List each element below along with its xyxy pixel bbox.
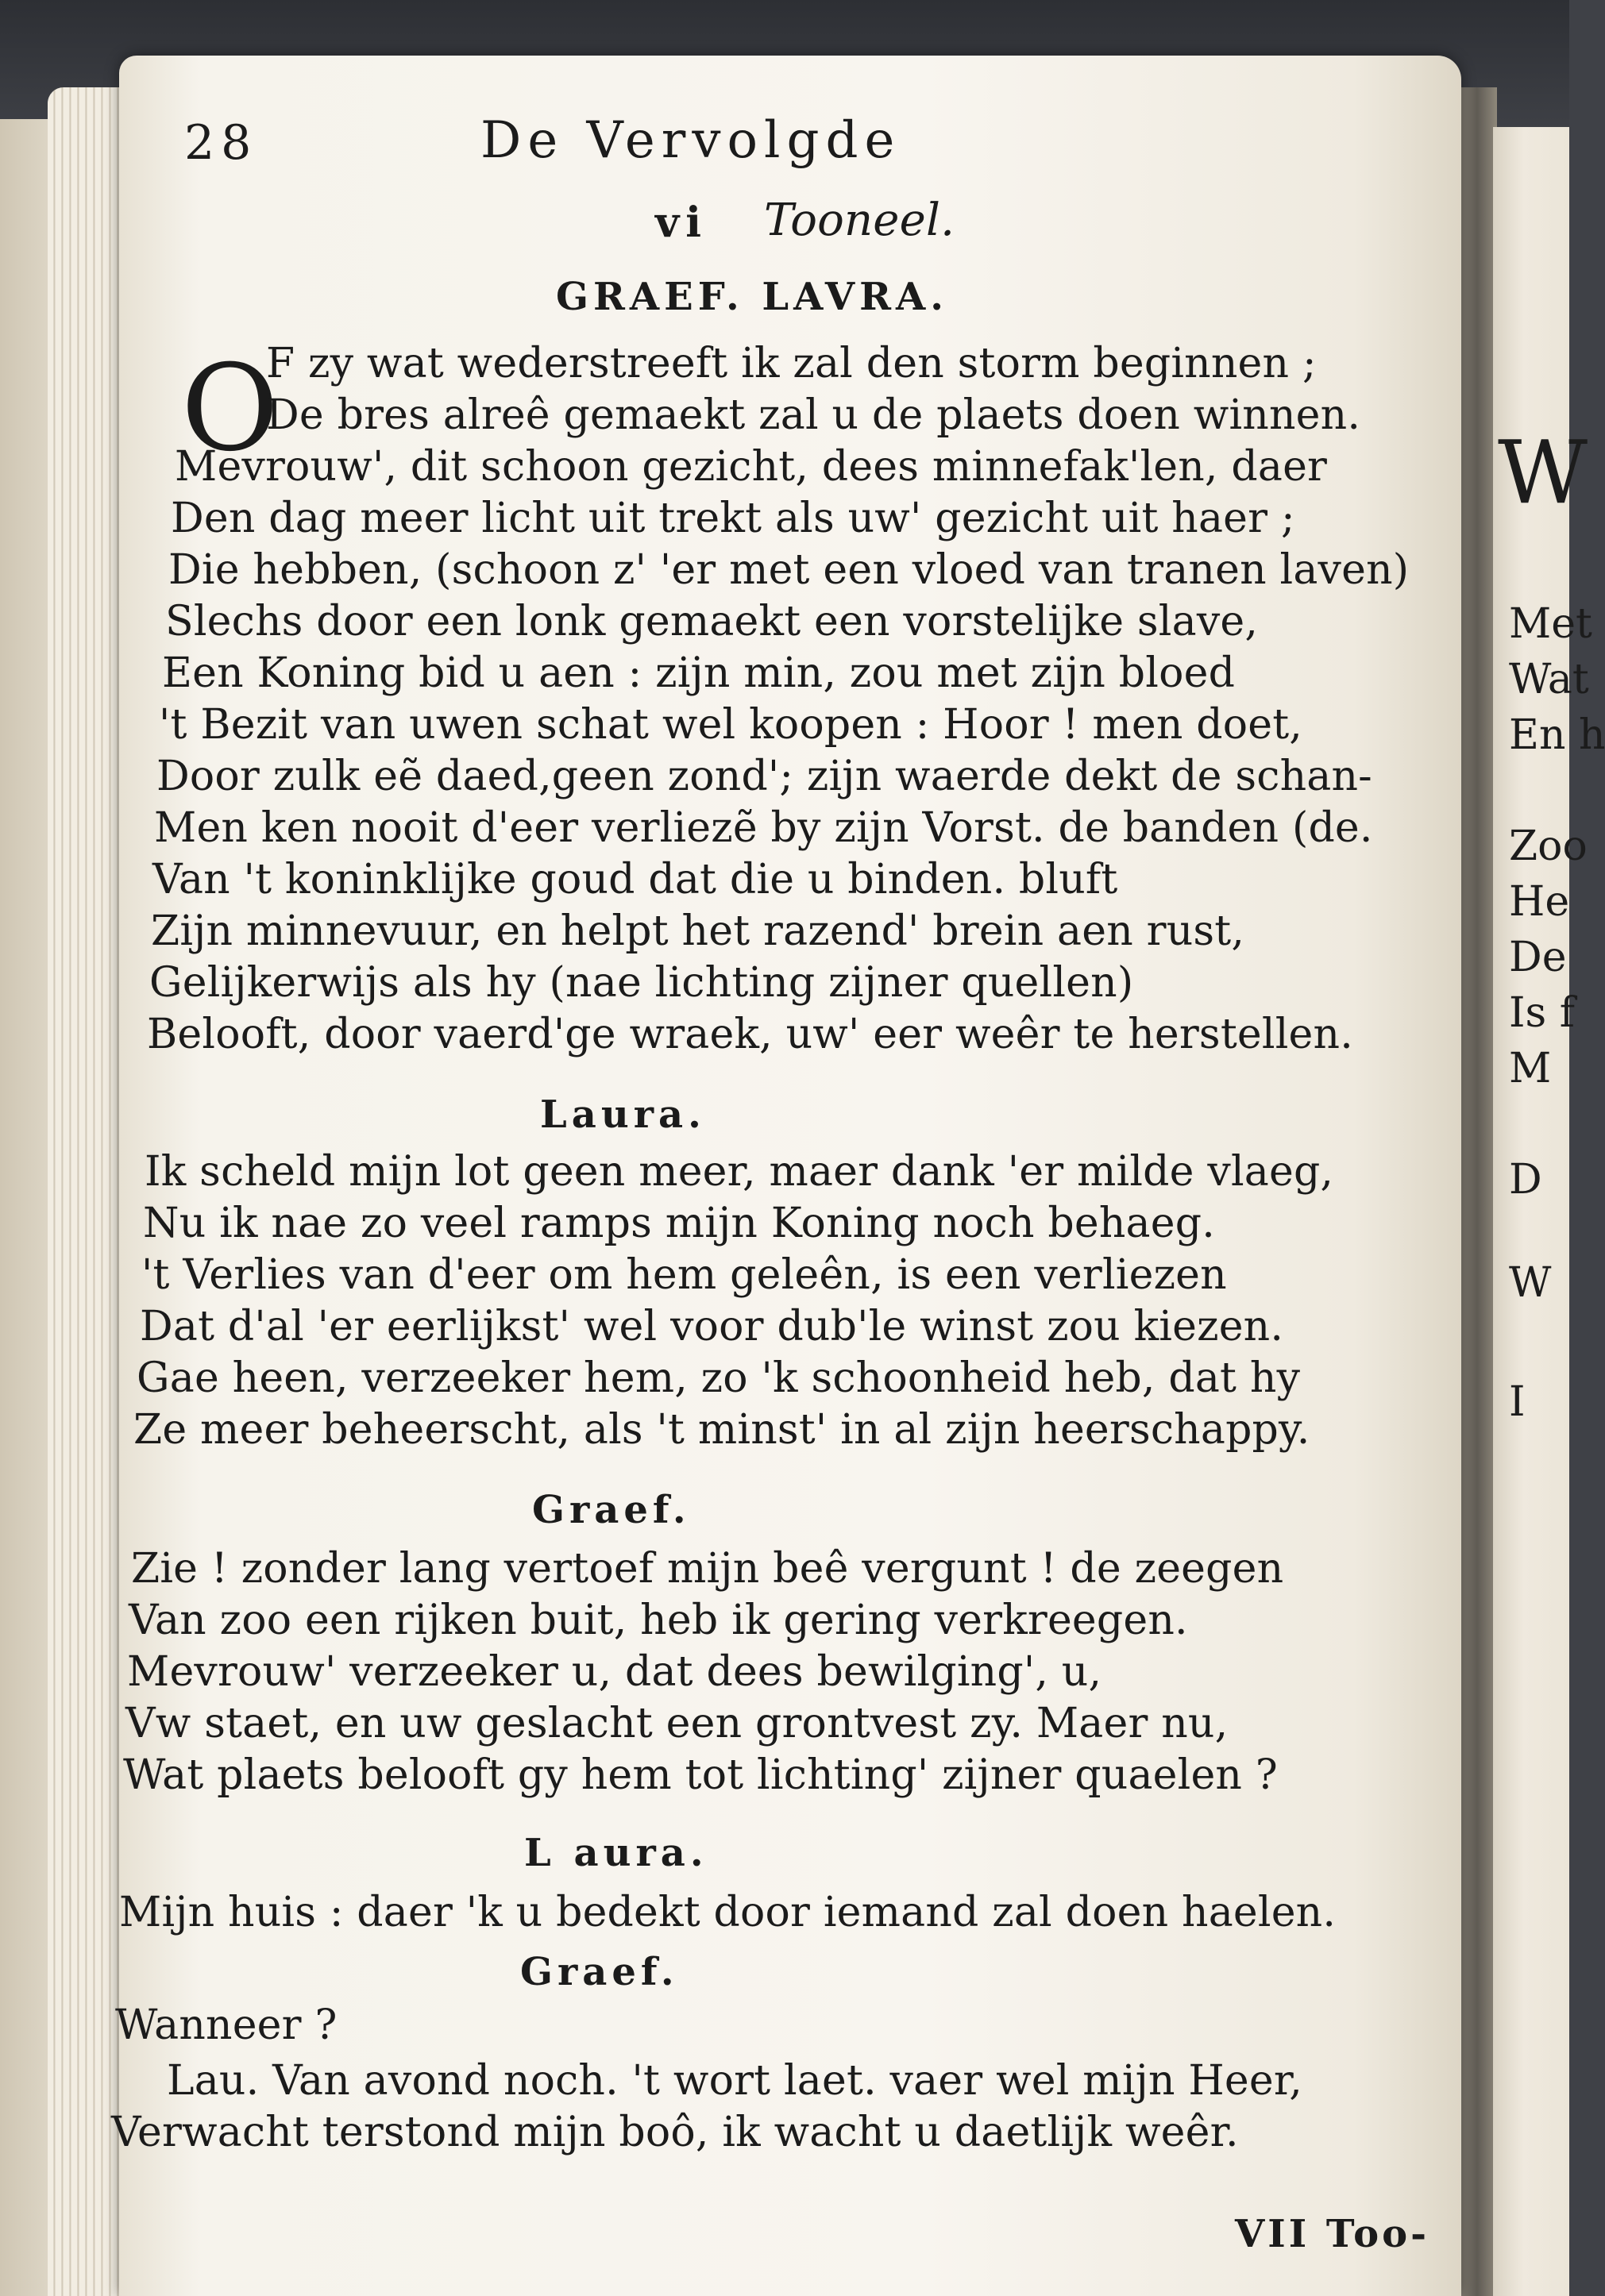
verse-line: 't Verlies van d'eer om hem geleên, is een verliezen — [141, 1251, 1227, 1299]
facing-fragment: He — [1509, 878, 1570, 926]
facing-fragment: W — [1509, 1259, 1552, 1307]
facing-fragment: M — [1509, 1045, 1552, 1092]
facing-page — [1493, 127, 1605, 2296]
verse-line: Lau. Van avond noch. 't wort laet. vaer wel mijn Heer, — [167, 2057, 1302, 2105]
verse-line: Wat plaets belooft gy hem tot lichting' zijner quaelen ? — [123, 1751, 1278, 1799]
scene-word: Tooneel. — [764, 195, 955, 246]
verse-line: Men ken nooit d'eer verliezẽ by zijn Vorst. de banden (de. — [154, 804, 1373, 852]
verse-line: Ze meer beheerscht, als 't minst' in al zijn heerschappy. — [133, 1406, 1310, 1454]
verse-line: Ik scheld mijn lot geen meer, maer dank 'er milde vlaeg, — [145, 1148, 1334, 1196]
catchword: VII Too- — [1235, 2212, 1430, 2256]
drop-cap: O — [181, 340, 279, 478]
facing-fragment: D — [1509, 1156, 1542, 1204]
verse-line: Den dag meer licht uit trekt als uw' gezicht uit haer ; — [171, 495, 1295, 542]
speaker-heading: L aura. — [524, 1831, 708, 1875]
verse-line: Dat d'al 'er eerlijkst' wel voor dub'le winst zou kiezen. — [140, 1303, 1284, 1350]
facing-fragment: Zoo — [1509, 822, 1588, 870]
speaker-heading: Laura. — [540, 1092, 706, 1137]
speaker-heading: Graef. — [532, 1488, 691, 1532]
verse-line: Zie ! zonder lang vertoef mijn beê vergunt ! de zeegen — [131, 1545, 1284, 1593]
verse-line: Van zoo een rijken buit, heb ik gering verkreegen. — [129, 1597, 1188, 1644]
verse-line: Gelijkerwijs als hy (nae lichting zijner quellen) — [149, 959, 1134, 1007]
running-title: De Vervolgde — [480, 111, 901, 170]
verse-line: Die hebben, (schoon z' 'er met een vloed van tranen laven) — [168, 546, 1410, 594]
scene-number: vi — [655, 198, 708, 247]
speaker-heading: Graef. — [520, 1950, 679, 1994]
verse-line: Zijn minnevuur, en helpt het razend' brein aen rust, — [151, 907, 1245, 955]
verse-line: Door zulk eẽ daed,geen zond'; zijn waerde dekt de schan- — [156, 753, 1372, 800]
verse-line: Gae heen, verzeeker hem, zo 'k schoonheid heb, dat hy — [137, 1354, 1301, 1402]
verse-line: De bres alreê gemaekt zal u de plaets doen winnen. — [266, 391, 1361, 439]
verse-line: Belooft, door vaerd'ge wraek, uw' eer weêr te herstellen. — [147, 1011, 1353, 1058]
verse-line: Slechs door een lonk gemaekt een vorstelijke slave, — [165, 598, 1259, 645]
verse-line: Wanneer ? — [115, 2001, 338, 2049]
facing-fragment: De — [1509, 934, 1567, 981]
verse-line: Nu ik nae zo veel ramps mijn Koning noch behaeg. — [143, 1200, 1215, 1247]
facing-fragment: I — [1509, 1378, 1526, 1426]
verse-line: Mijn huis : daer 'k u bedekt door iemand zal doen haelen. — [119, 1889, 1337, 1936]
verse-line: Vw staet, en uw geslacht een grontvest zy. Maer nu, — [125, 1700, 1229, 1747]
verse-line: Van 't koninklijke goud dat die u binden. bluft — [152, 856, 1118, 903]
verse-line: F zy wat wederstreeft ik zal den storm beginnen ; — [266, 340, 1317, 387]
verse-line: Verwacht terstond mijn boô, ik wacht u daetlijk weêr. — [111, 2109, 1239, 2156]
facing-fragment: Is f — [1509, 989, 1576, 1037]
page-number: 28 — [184, 115, 258, 171]
facing-fragment: Wat — [1509, 656, 1589, 703]
verse-line: Mevrouw', dit schoon gezicht, dees minnefak'len, daer — [175, 443, 1328, 491]
verse-line: Een Koning bid u aen : zijn min, zou met zijn bloed — [162, 649, 1236, 697]
verse-line: 't Bezit van uwen schat wel koopen : Hoor ! men doet, — [159, 701, 1303, 749]
speaker-heading: GRAEF. LAVRA. — [556, 275, 948, 319]
facing-fragment: W — [1498, 422, 1588, 523]
facing-fragment: En h — [1509, 711, 1605, 759]
verse-line: Mevrouw' verzeeker u, dat dees bewilging', u, — [127, 1648, 1102, 1696]
facing-fragment: Met — [1509, 600, 1592, 648]
book-gutter — [1457, 87, 1497, 2296]
